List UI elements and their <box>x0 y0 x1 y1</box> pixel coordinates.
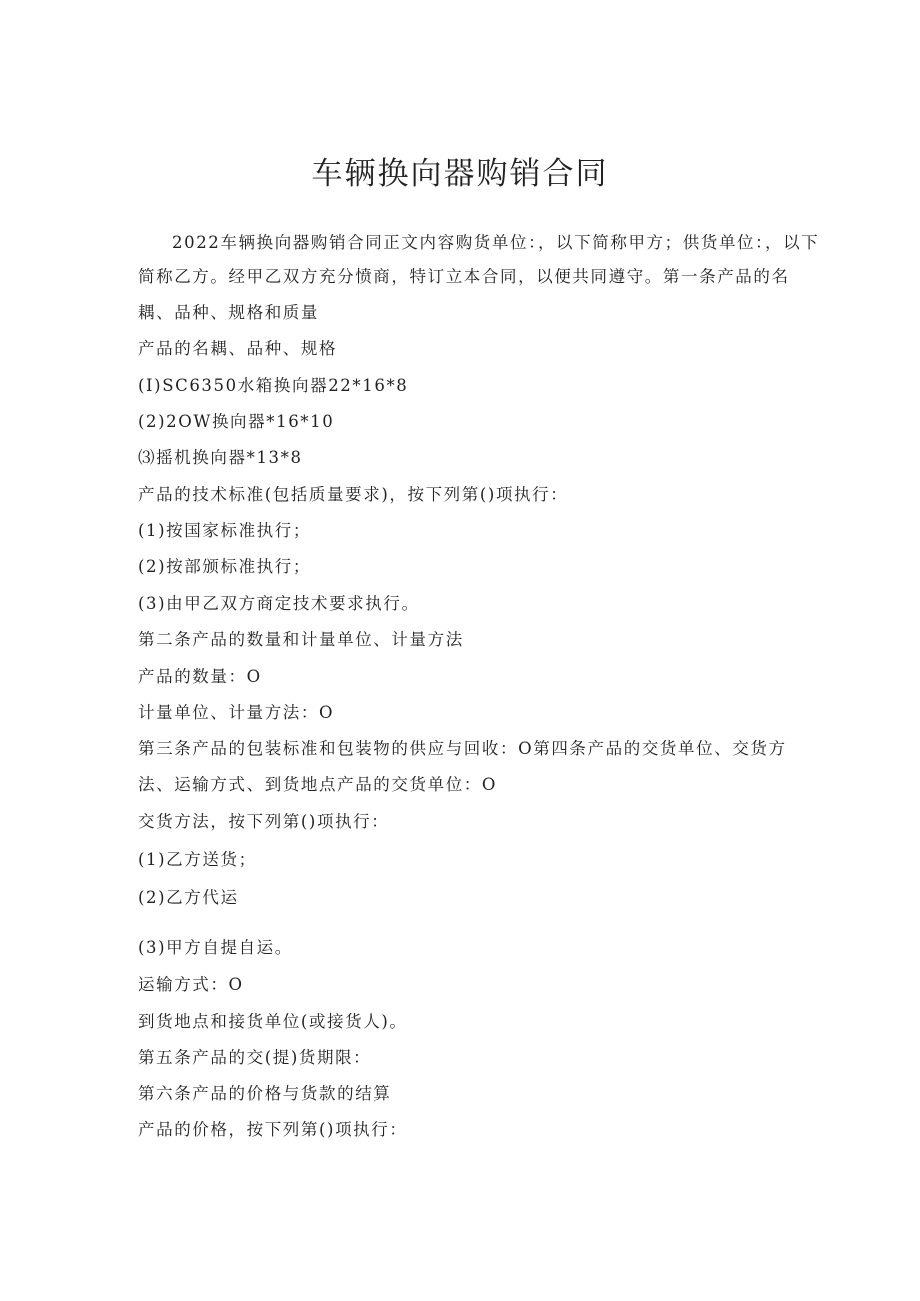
paragraph-line: 运输方式：O <box>138 975 244 994</box>
paragraph-line: 交货方法，按下列第()项执行： <box>138 812 390 831</box>
paragraph-line: (3)甲方自提自运。 <box>138 938 293 957</box>
paragraph-line: ⑶摇机换向器*13*8 <box>138 448 303 467</box>
paragraph-line: (2)2OW换向器*16*10 <box>138 412 335 431</box>
paragraph-line: 简称乙方。经甲乙双方充分愤商，特订立本合同，以便共同遵守。第一条产品的名 <box>138 267 790 286</box>
paragraph-line: (3)由甲乙双方商定技术要求执行。 <box>138 594 420 613</box>
paragraph-line: 产品的价格，按下列第()项执行： <box>138 1120 408 1139</box>
paragraph-line: (2)乙方代运 <box>138 888 239 907</box>
paragraph-line: 第三条产品的包装标准和包装物的供应与回收：O第四条产品的交货单位、交货方 <box>138 739 787 758</box>
paragraph-line: (I)SC6350水箱换向器22*16*8 <box>138 376 409 395</box>
paragraph-line: 2022车辆换向器购销合同正文内容购货单位：，以下简称甲方；供货单位：，以下 <box>172 233 820 252</box>
paragraph-line: (1)乙方送货； <box>138 850 257 869</box>
paragraph-line: 第五条产品的交(提)货期限： <box>138 1048 372 1067</box>
paragraph-line: (2)按部颁标准执行； <box>138 557 311 576</box>
paragraph-line: 产品的名耦、品种、规格 <box>138 339 338 358</box>
paragraph-line: (1)按国家标准执行； <box>138 521 311 540</box>
paragraph-line: 耦、品种、规格和质量 <box>138 303 319 322</box>
paragraph-line: 法、运输方式、到货地点产品的交货单位：O <box>138 775 498 794</box>
paragraph-line: 计量单位、计量方法：O <box>138 703 335 722</box>
paragraph-line: 第二条产品的数量和计量单位、计量方法 <box>138 630 464 649</box>
document-title: 车辆换向器购销合同 <box>311 156 609 192</box>
paragraph-line: 到货地点和接货单位(或接货人)。 <box>138 1012 408 1031</box>
paragraph-line: 产品的数量：O <box>138 667 262 686</box>
paragraph-line: 第六条产品的价格与货款的结算 <box>138 1084 392 1103</box>
paragraph-line: 产品的技术标准(包括质量要求)，按下列第()项执行： <box>138 485 569 504</box>
